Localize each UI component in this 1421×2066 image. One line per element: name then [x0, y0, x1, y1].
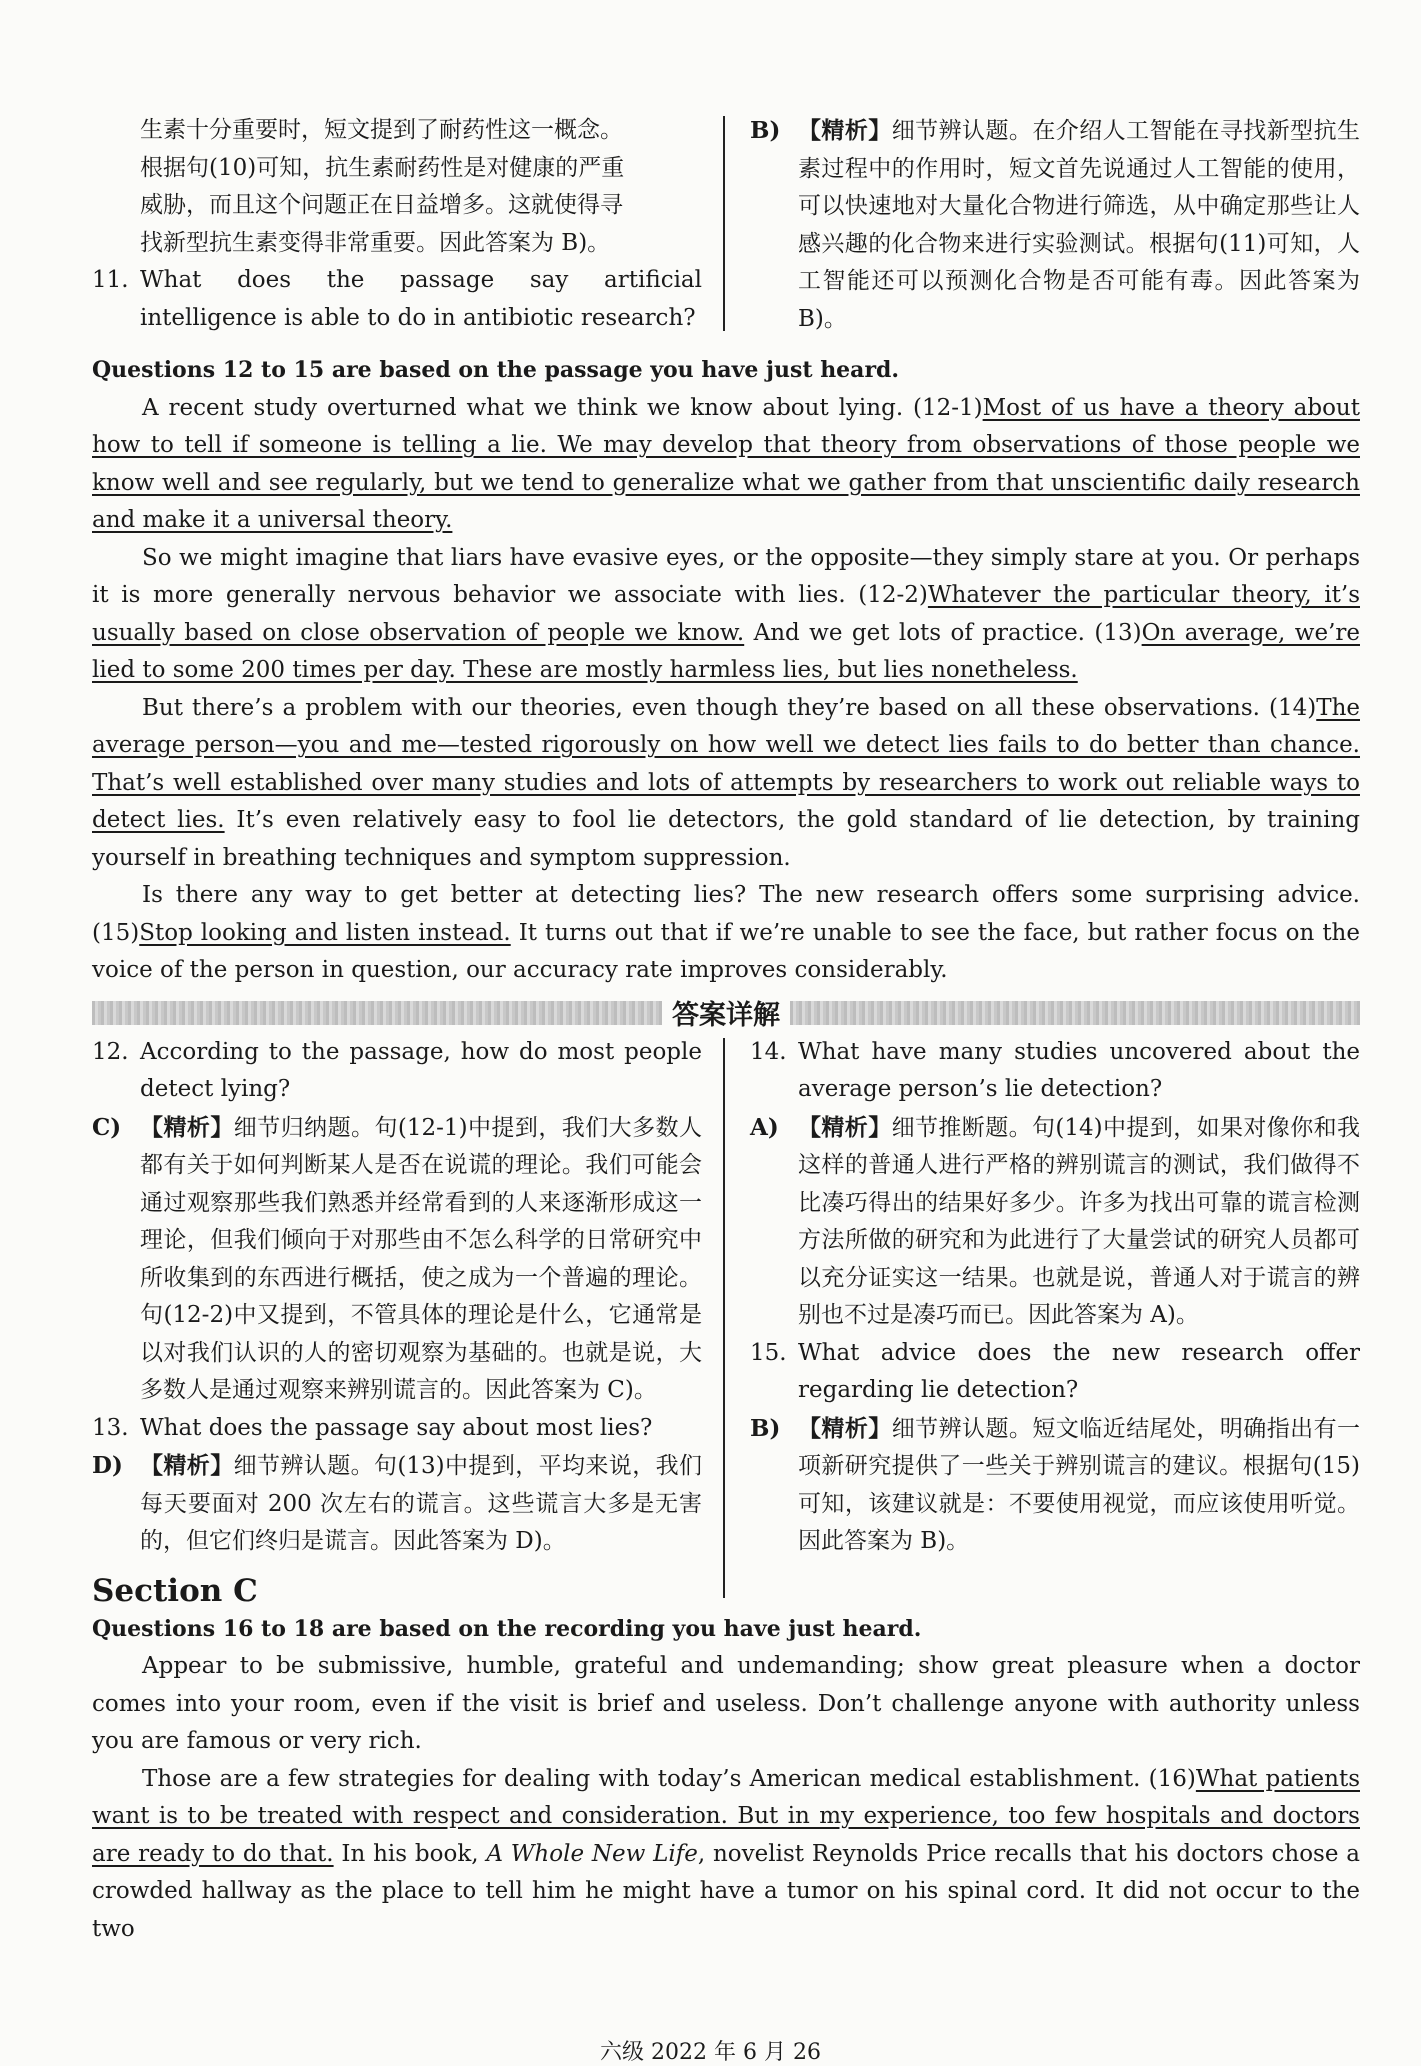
passage-12-15 — [92, 352, 1360, 990]
passage-heading: Questions 12 to 15 are based on the passage you have just heard. — [92, 357, 900, 383]
question-15: 15. What advice does the new research offer regarding lie detection? — [750, 1339, 1360, 1403]
passage-paragraph: A recent study overturned what we think we know about lying. (12-1)Most of us have a theory about how to tell if someone is telling a lie. We may develop that theory from observations of those people we know well and see regularly, but we tend to generalize what we gather from that unscientific daily research and make it a universal theory. — [92, 394, 1360, 533]
question-11: 11. What does the passage say artificial intelligence is able to do in antibiotic research? — [92, 267, 702, 331]
passage-paragraph: Is there any way to get better at detecting lies? The new research offers some surprising advice. (15)Stop looking and listen instead. It turns out that if we’re unable to see the face, but rather focus on the voice of the person in question, our accuracy rate improves considerably. — [92, 882, 1360, 983]
section-c — [92, 1571, 1360, 1949]
recording-paragraph: Those are a few strategies for dealing with today’s American medical establishment. (16)What patients want is to be treated with respect and consideration. But in my experience, too few hospitals and doctors are ready to do that. In his book, A Whole New Life, novelist Reynolds Price recalls that his doctors chose a crowded hallway as the place to tell him he might have a tumor on his spinal cord. It did not occur to the two — [92, 1765, 1360, 1942]
passage-paragraph: But there’s a problem with our theories, even though they’re based on all these observations. (14)The average person—you and me—tested rigorously on how well we detect lies fails to do better than chance. That’s well established over many studies and lots of attempts by researchers to work out reliable ways to detect lies. It’s even relatively easy to fool lie detectors, the gold standard of lie detection, by training yourself in breathing techniques and symptom suppression. — [92, 694, 1361, 871]
page-footer: 六级 2022 年 6 月 26 — [600, 2040, 821, 2065]
column-divider — [723, 116, 725, 331]
answer-14: A) 【精析】细节推断题。句(14)中提到，如果对像你和我这样的普通人进行严格的辨别谎言的测试，我们做得不比凑巧得出的结果好多少。许多为找出可靠的谎言检测方法所做的研究和为此进行了大量尝试的研究人员都可以充分证实这一结果。也就是说，普通人对于谎言的辨别也不过是凑巧而已。因此答案为 A)。 — [750, 1113, 1361, 1328]
recording-heading: Questions 16 to 18 are based on the recording you have just heard. — [92, 1615, 922, 1642]
top-right-column — [750, 112, 1360, 338]
passage-paragraph: So we might imagine that liars have evasive eyes, or the opposite—they simply stare at you. Or perhaps it is more generally nervous behavior we associate with lies. (12-2)Whatever the particular theory, it’s usually based on close observation of people we know. And we get lots of practice. (13)On average, we’re lied to some 200 times per day. These are mostly harmless lies, but lies nonetheless. — [92, 544, 1360, 683]
answer-11: B) 【精析】细节辨认题。在介绍人工智能在寻找新型抗生素过程中的作用时，短文首先说通过人工智能的使用，可以快速地对大量化合物进行筛选，从中确定那些让人感兴趣的化合物来进行实验测试。根据句(11)可知，人工智能还可以预测化合物是否可能有毒。因此答案为 B)。 — [750, 117, 1361, 332]
top-columns — [92, 112, 1360, 338]
column-divider — [723, 1038, 725, 1598]
answers-right-column — [750, 1034, 1360, 1561]
decorative-stripe — [92, 1001, 662, 1025]
answers-left-column — [92, 1034, 702, 1561]
decorative-stripe — [790, 1001, 1360, 1025]
question-14: 14. What have many studies uncovered about the average person’s lie detection? — [750, 1038, 1360, 1102]
top-left-column — [92, 112, 702, 338]
answer-10-continuation: 生素十分重要时，短文提到了耐药性这一概念。 根据句(10)可知，抗生素耐药性是对健康的严重 威胁，而且这个问题正在日益增多。这就使得寻 找新型抗生素变得非常重要。因此答案为 B)。 — [140, 117, 625, 256]
answer-columns — [92, 1034, 1360, 1561]
recording-paragraph: Appear to be submissive, humble, grateful and undemanding; show great pleasure when a doctor comes into your room, even if the visit is brief and useless. Don’t challenge anyone with authority unless you are famous or very rich. — [92, 1653, 1360, 1754]
question-12: 12. According to the passage, how do most people detect lying? — [92, 1038, 702, 1102]
page-content — [92, 112, 1360, 1948]
question-13: 13. What does the passage say about most lies? — [92, 1414, 653, 1441]
answer-13: D) 【精析】细节辨认题。句(13)中提到，平均来说，我们每天要面对 200 次左右的谎言。这些谎言大多是无害的，但它们终归是谎言。因此答案为 D)。 — [92, 1452, 703, 1554]
answer-section-bar — [92, 994, 1360, 1032]
answer-15: B) 【精析】细节辨认题。短文临近结尾处，明确指出有一项新研究提供了一些关于辨别谎言的建议。根据句(15)可知，该建议就是：不要使用视觉，而应该使用听觉。因此答案为 B)。 — [750, 1414, 1361, 1554]
answer-section-title: 答案详解 — [672, 1000, 780, 1031]
answer-12: C) 【精析】细节归纳题。句(12-1)中提到，我们大多数人都有关于如何判断某人是否在说谎的理论。我们可能会通过观察那些我们熟悉并经常看到的人来逐渐形成这一理论，但我们倾向于对那些由不怎么科学的日常研究中所收集到的东西进行概括，使之成为一个普遍的理论。句(12-2)中又提到，不管具体的理论是什么，它通常是以对我们认识的人的密切观察为基础的。也就是说，大多数人是通过观察来辨别谎言的。因此答案为 C)。 — [92, 1113, 703, 1403]
section-title: Section C — [92, 1572, 258, 1609]
